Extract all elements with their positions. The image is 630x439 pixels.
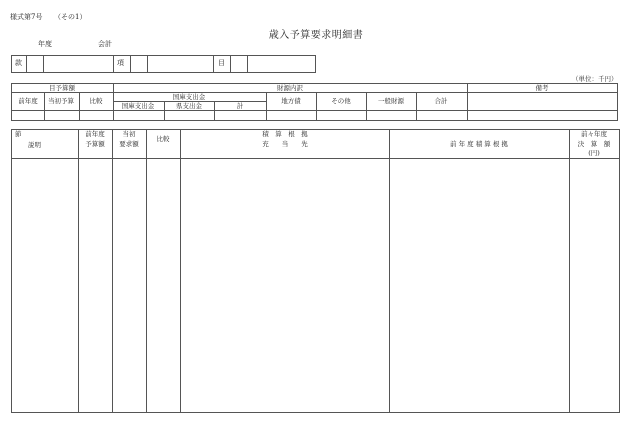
national-prefectural-header: 国庫支出金	[172, 93, 206, 101]
kan-label: 款	[15, 59, 22, 67]
form-number: 様式第7号	[10, 13, 43, 21]
form-subnumber: （その1）	[54, 13, 87, 21]
other-header: その他	[331, 97, 351, 105]
explanation-header: 説明	[28, 141, 41, 149]
total-header: 合計	[434, 97, 448, 105]
general-funds-header: 一般財源	[378, 97, 404, 105]
initial-request-header-line1: 当初	[122, 130, 136, 138]
settlement-header-line1: 前々年度	[581, 130, 607, 138]
fiscal-year-label: 年度	[38, 40, 52, 48]
initial-budget-header: 当初予算	[48, 97, 74, 105]
allocation-header: 充 当 先	[262, 140, 308, 148]
detail-comparison-header: 比較	[156, 135, 170, 143]
settlement-unit: (円)	[588, 149, 600, 157]
moku-label: 目	[218, 59, 225, 67]
target-budget-header: 目予算額	[49, 84, 75, 92]
settlement-header-line2: 決 算 額	[577, 140, 611, 148]
comparison-header: 比較	[89, 97, 103, 105]
account-label: 会計	[98, 40, 112, 48]
prev-year-basis-header: 前 年 度 積 算 根 拠	[450, 140, 508, 148]
calculation-basis-header: 積 算 根 拠	[262, 130, 308, 138]
prev-year-header: 前年度	[18, 97, 38, 105]
subtotal-header: 計	[236, 102, 244, 110]
remarks-header: 備考	[535, 84, 549, 92]
detail-table	[11, 129, 620, 413]
prev-budget-header-line2: 予算額	[85, 140, 105, 148]
classification-box	[11, 55, 316, 73]
unit-note: （単位：千円）	[572, 75, 618, 83]
prefectural-header: 県支出金	[176, 102, 202, 110]
section-header: 節	[15, 130, 22, 138]
prev-budget-header-line1: 前年度	[85, 130, 105, 138]
page-title: 歳入予算要求明細書	[268, 30, 364, 41]
national-treasury-header: 国庫支出金	[121, 102, 155, 110]
funding-breakdown-header: 財源内訳	[277, 84, 303, 92]
local-bond-header: 地方債	[281, 97, 301, 105]
kou-label: 項	[117, 59, 124, 67]
initial-request-header-line2: 要求額	[119, 140, 139, 148]
